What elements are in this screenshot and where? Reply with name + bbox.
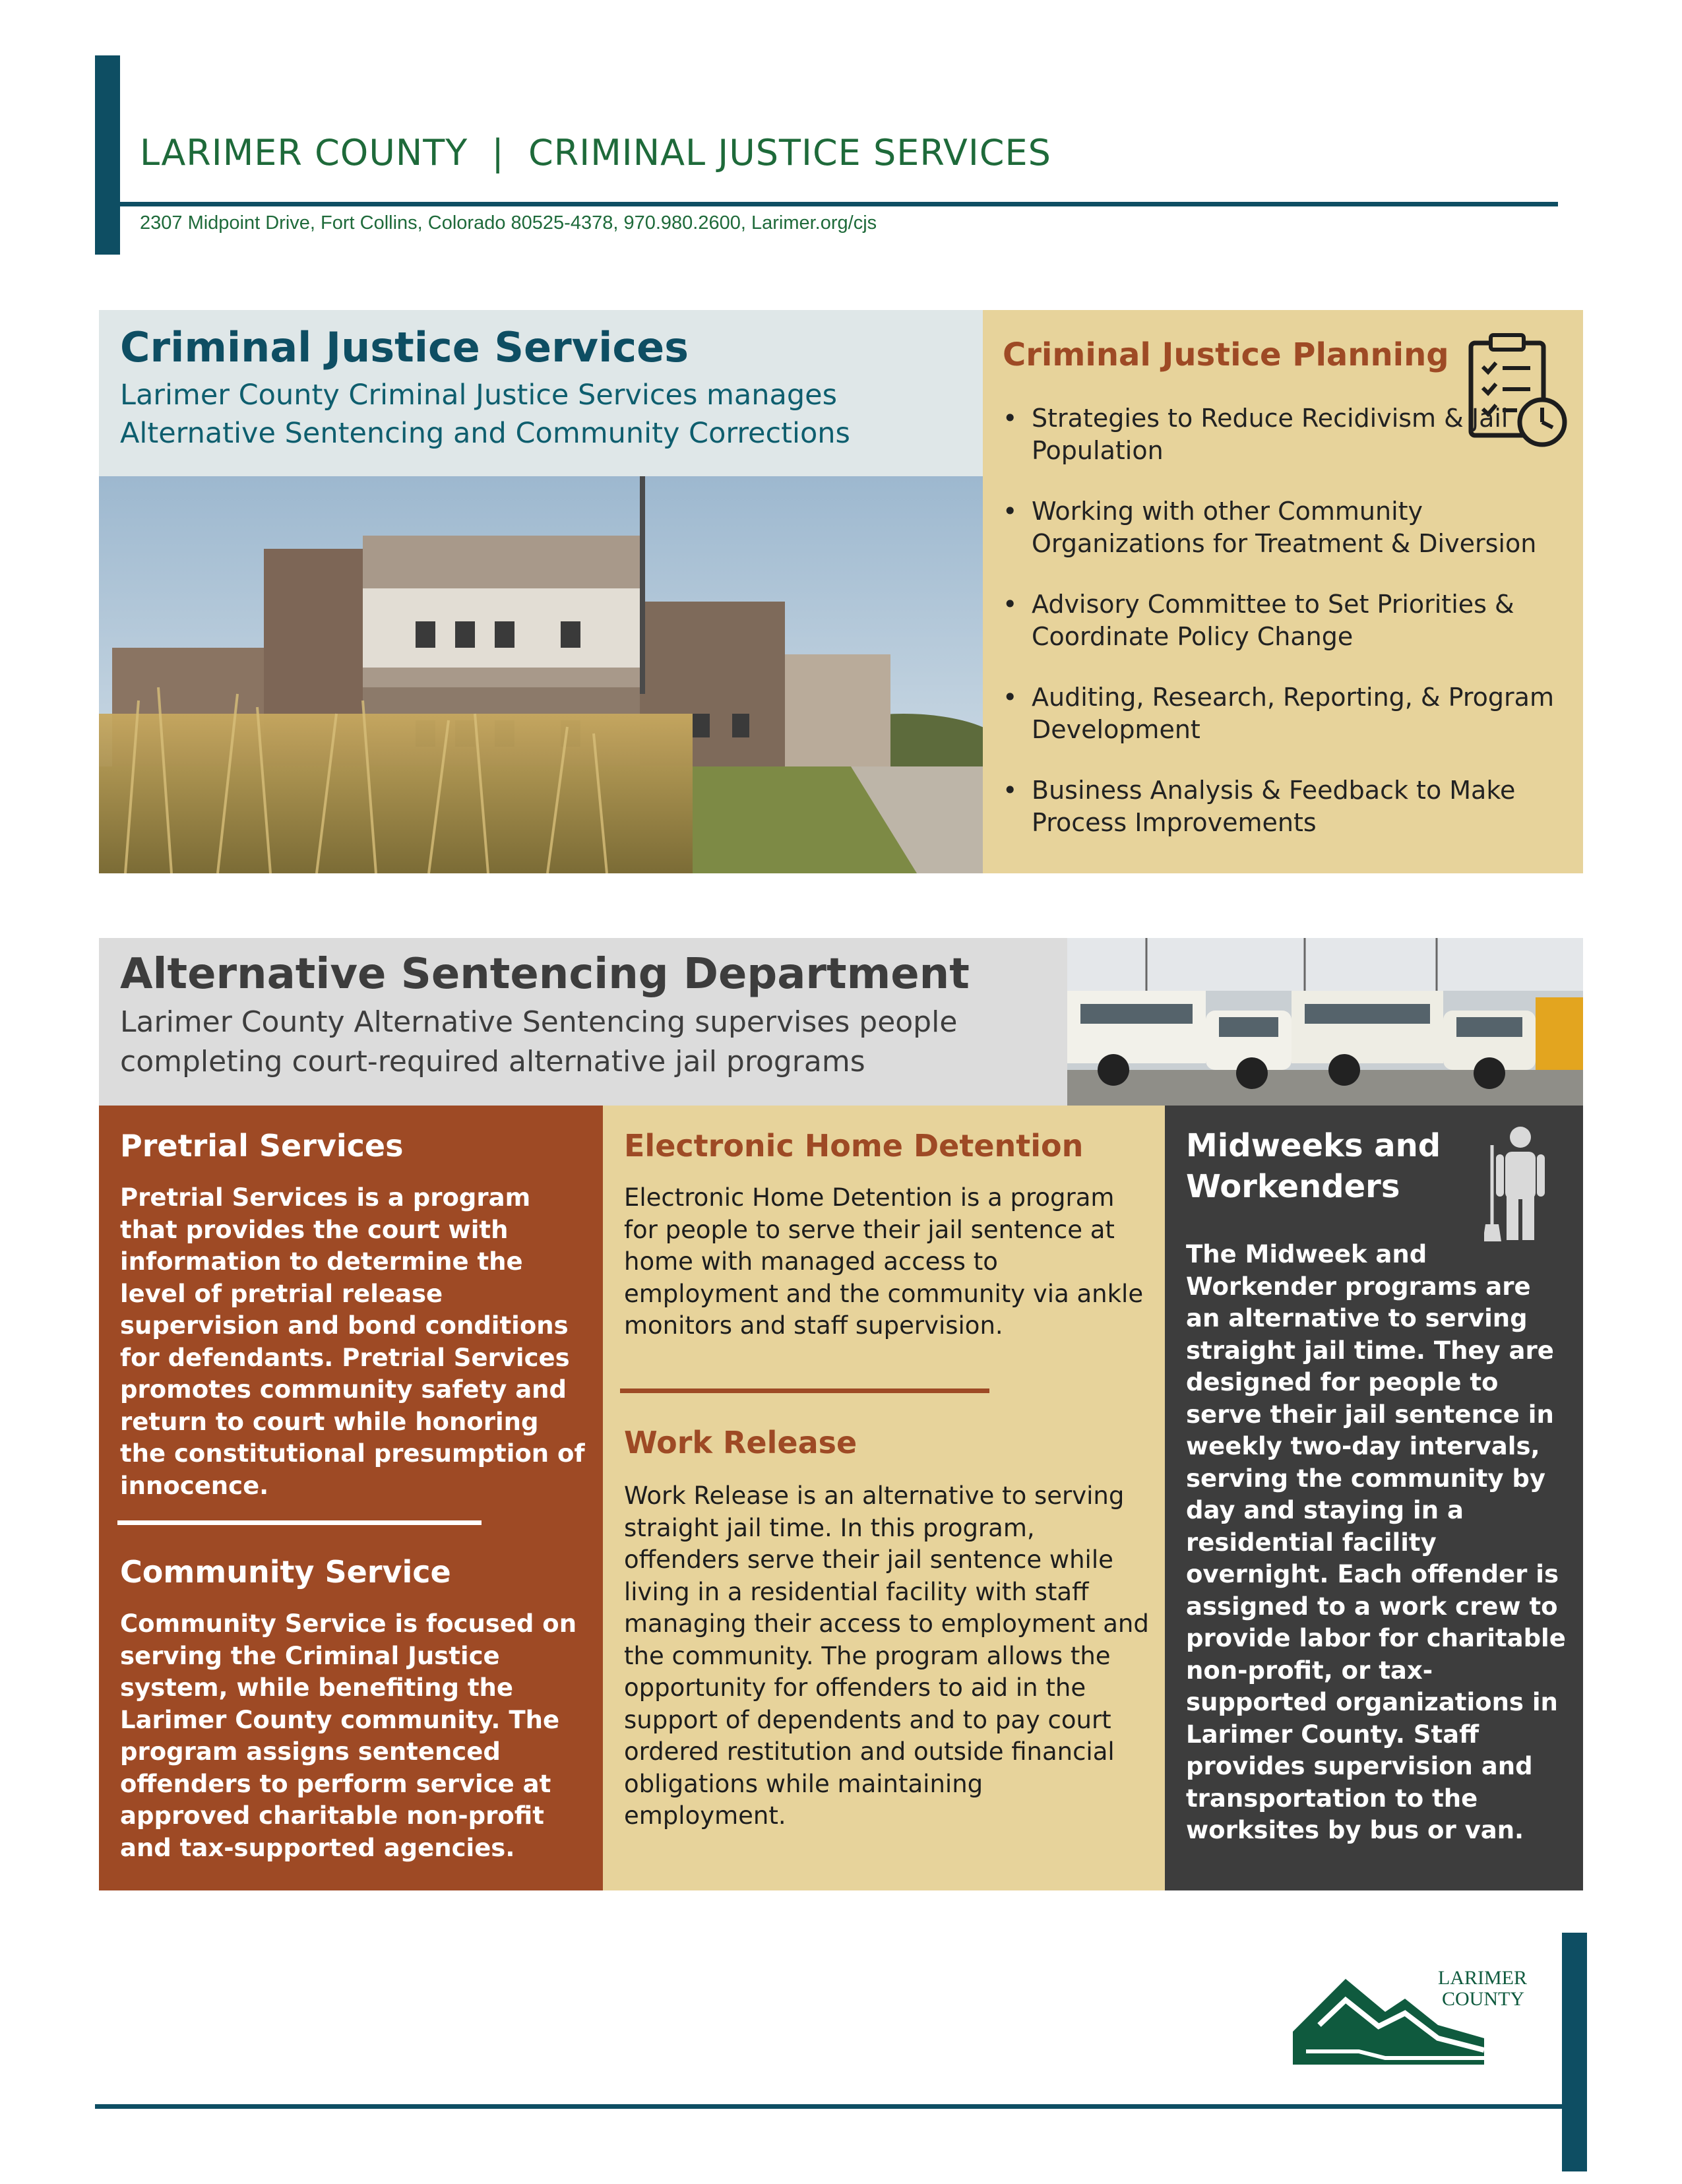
pretrial-body: Pretrial Services is a program that provides the court with information to determine the level of pretrial release supervision and bond conditions for defendants. Pretrial Services promotes community safety and return to court while honoring the constitutional presumption of innocence.	[120, 1183, 585, 1500]
asd-subtitle: Larimer County Alternative Sentencing supervises people completing court-required alternative jail programs	[120, 1005, 958, 1078]
worker-broom-icon	[1484, 1125, 1557, 1244]
section-divider	[620, 1388, 989, 1393]
building-photo	[99, 476, 983, 873]
list-item: • Advisory Committee to Set Priorities & Coordinate Policy Change	[1003, 588, 1576, 653]
cjs-subtitle: Larimer County Criminal Justice Services manages Alternative Sentencing and Community Corrections	[120, 379, 850, 450]
work-release-title: Work Release	[624, 1425, 857, 1460]
list-item: • Working with other Community Organizations for Treatment & Diversion	[1003, 495, 1576, 560]
logo-line1: LARIMER	[1438, 1967, 1527, 1989]
header-divider	[120, 202, 1558, 206]
community-service-body: Community Service is focused on serving the Criminal Justice system, while benefiting the Larimer County community. The program assigns sentenced offenders to perform service at approved charitable non-profit and tax-supported agencies.	[120, 1609, 577, 1862]
midweeks-title: Midweeks and Workenders	[1186, 1127, 1441, 1205]
planning-title: Criminal Justice Planning	[1003, 336, 1449, 373]
community-service-title: Community Service	[120, 1554, 451, 1590]
work-release-body: Work Release is an alternative to serving straight jail time. In this program, offenders serve their jail sentence while living in a residential facility with staff managing their access to employment and the community. The program allows the opportunity for offenders to aid in the support of dependents and to pay court ordered restitution and outside financial obligations while maintaining employment.	[624, 1482, 1149, 1830]
footer-accent-bar	[1562, 1933, 1587, 2171]
list-item: • Strategies to Reduce Recidivism & Jail Population	[1003, 402, 1576, 467]
header-address: 2307 Midpoint Drive, Fort Collins, Colorado 80525-4378, 970.980.2600, Larimer.org/cjs	[140, 212, 877, 234]
midweeks-body: The Midweek and Workender programs are an alternative to serving straight jail time. They are designed for people to serve their jail sentence in weekly two-day intervals, serving the community by day and staying in a residential facility overnight. Each offender is assigned to a work crew to provide labor for charitable non-profit, or tax-supported organizations in Larimer County. Staff provides supervision and transportation to the worksites by bus or van.	[1186, 1240, 1566, 1844]
ehd-title: Electronic Home Detention	[624, 1128, 1084, 1164]
page-title: LARIMER COUNTY | CRIMINAL JUSTICE SERVICES	[140, 132, 1051, 173]
pretrial-title: Pretrial Services	[120, 1128, 404, 1164]
header-accent-bar	[95, 55, 120, 255]
footer-divider	[95, 2104, 1566, 2109]
planning-list	[1003, 402, 1576, 867]
logo-line2: COUNTY	[1442, 1988, 1524, 2010]
asd-title: Alternative Sentencing Department	[120, 950, 970, 999]
list-item: • Auditing, Research, Reporting, & Program Development	[1003, 681, 1576, 746]
list-item: • Business Analysis & Feedback to Make Process Improvements	[1003, 774, 1576, 839]
larimer-county-logo	[1293, 1952, 1530, 2071]
cjs-title: Criminal Justice Services	[120, 323, 689, 371]
ehd-body: Electronic Home Detention is a program for people to serve their jail sentence at home with managed access to employment and the community via ankle monitors and staff supervision.	[624, 1183, 1144, 1340]
buses-photo	[1067, 938, 1583, 1106]
section-divider	[117, 1520, 482, 1525]
